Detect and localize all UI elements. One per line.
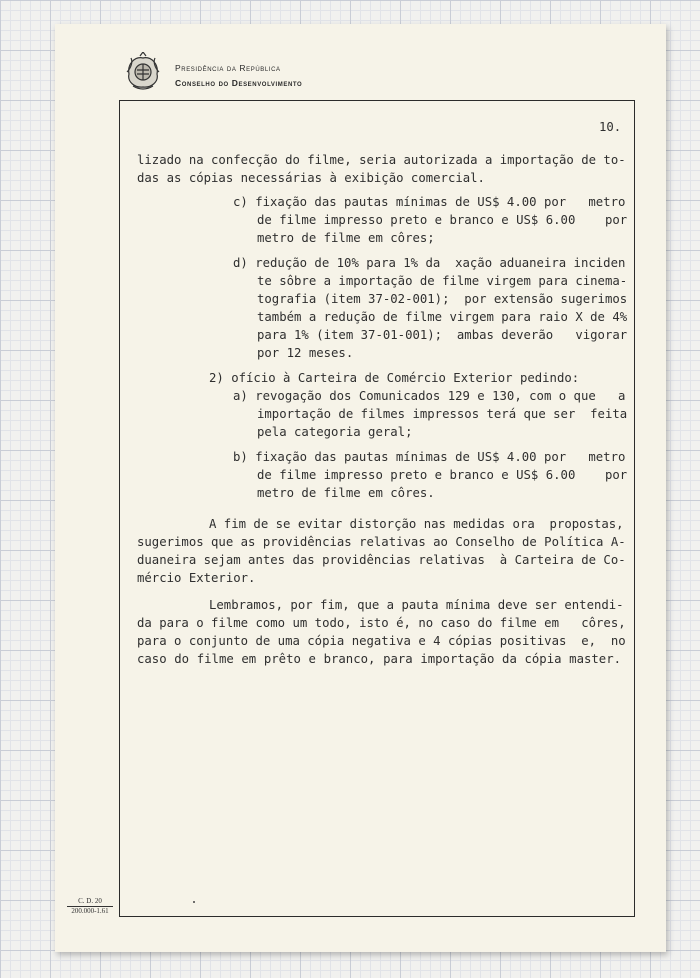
form-code-line: 200.000-1.61 <box>67 906 113 916</box>
body-line: duaneira sejam antes das providências relativas à Carteira de Co- <box>137 553 626 567</box>
header-office: Presidência da República <box>175 63 281 73</box>
body-line: sugerimos que as providências relativas ao Conselho de Política A- <box>137 535 626 549</box>
body-line: Lembramos, por fim, que a pauta mínima deve ser entendi- <box>209 598 624 612</box>
body-line: c) fixação das pautas mínimas de US$ 4.00 por metro <box>233 195 626 209</box>
body-line: a) revogação dos Comunicados 129 e 130, com o que a <box>233 389 626 403</box>
body-line: tografia (item 37-02-001); por extensão sugerimos <box>257 292 628 306</box>
ink-dot <box>193 901 195 903</box>
form-code <box>67 897 113 916</box>
body-line: por 12 meses. <box>257 346 354 360</box>
page-number: 10. <box>599 120 622 134</box>
form-code-line: C. D. 20 <box>78 897 102 905</box>
body-line: de filme impresso preto e branco e US$ 6.00 por <box>257 468 628 482</box>
header-council: Conselho do Desenvolvimento <box>175 78 303 88</box>
body-line: para 1% (item 37-01-001); ambas deverão vigorar <box>257 328 628 342</box>
body-line: te sôbre a importação de filme virgem para cinema- <box>257 274 628 288</box>
body-line: mércio Exterior. <box>137 571 256 585</box>
body-text <box>55 24 666 952</box>
body-line: metro de filme em côres; <box>257 231 435 245</box>
body-line: da para o filme como um todo, isto é, no caso do filme em côres, <box>137 616 626 630</box>
body-line: para o conjunto de uma cópia negativa e 4 cópias positivas e, no <box>137 634 626 648</box>
body-line: das as cópias necessárias à exibição comercial. <box>137 171 485 185</box>
body-line: lizado na confecção do filme, seria autorizada a importação de to- <box>137 153 626 167</box>
body-line: b) fixação das pautas mínimas de US$ 4.00 por metro <box>233 450 626 464</box>
body-line: importação de filmes impressos terá que ser feita <box>257 407 628 421</box>
body-line: pela categoria geral; <box>257 425 413 439</box>
body-line: A fim de se evitar distorção nas medidas ora propostas, <box>209 517 624 531</box>
body-line: também a redução de filme virgem para raio X de 4% <box>257 310 628 324</box>
body-line: de filme impresso preto e branco e US$ 6.00 por <box>257 213 628 227</box>
body-line: metro de filme em côres. <box>257 486 435 500</box>
body-line: caso do filme em prêto e branco, para importação da cópia master. <box>137 652 621 666</box>
document-sheet <box>55 24 666 952</box>
body-line: d) redução de 10% para 1% da xação aduaneira inciden <box>233 256 626 270</box>
body-line: 2) ofício à Carteira de Comércio Exterior pedindo: <box>209 371 580 385</box>
